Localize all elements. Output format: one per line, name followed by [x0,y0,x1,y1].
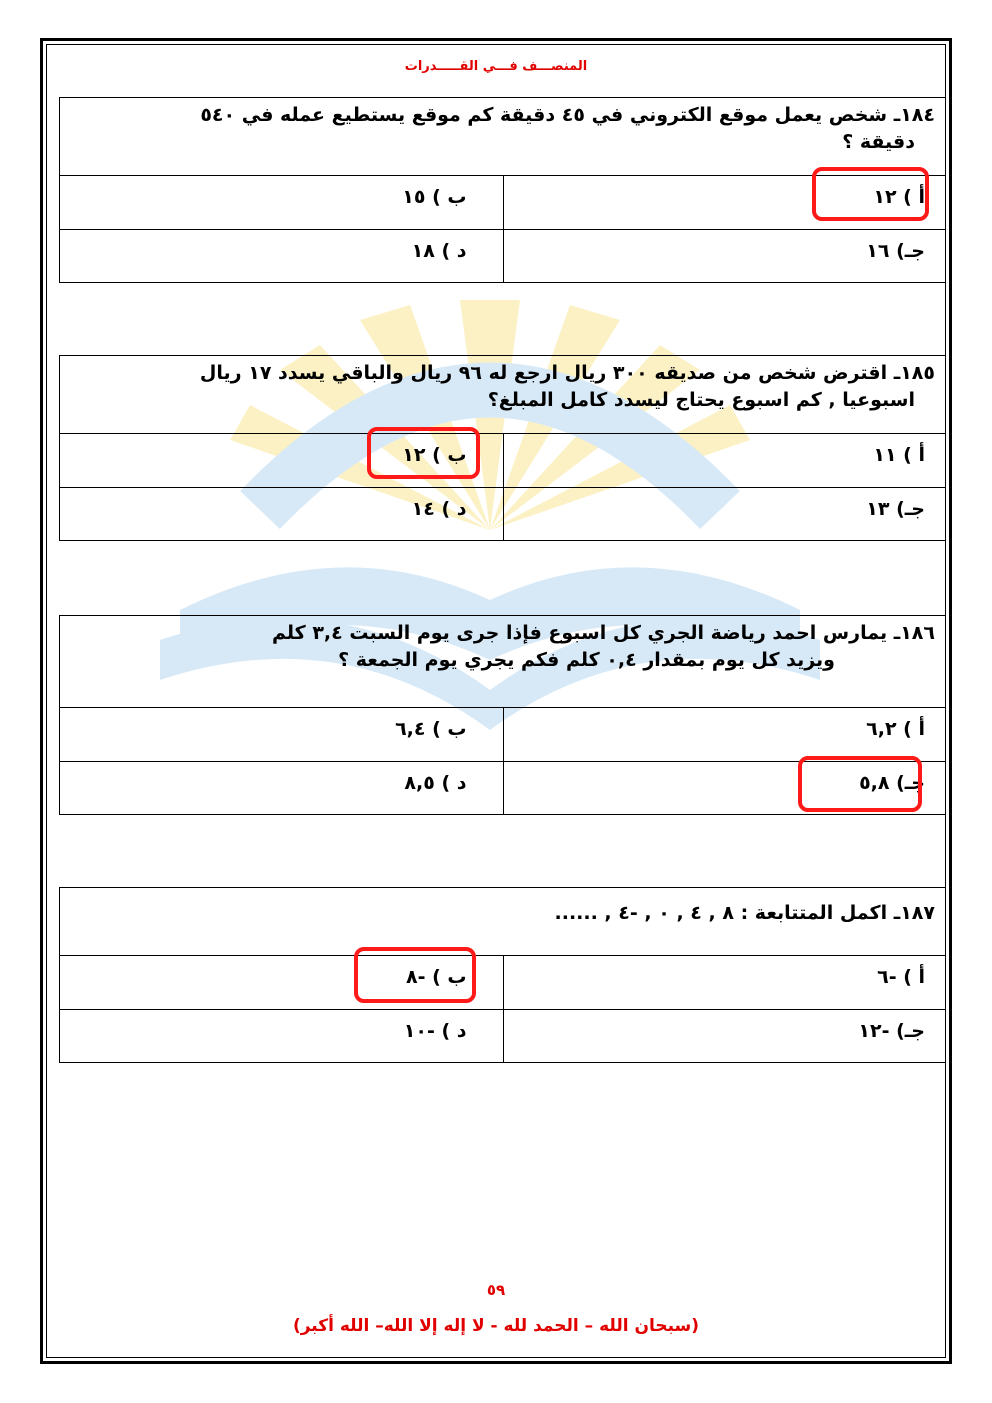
option-b[interactable]: ب ) ٦,٤ [395,718,467,740]
option-a[interactable]: أ ) -٦ [503,956,946,1009]
option-a[interactable]: أ ) ٦,٢ [503,708,946,761]
option-d[interactable]: د ) ١٨ [411,240,467,262]
option-a[interactable]: أ ) ١٢ [503,176,946,229]
question-line-1: ١٨٦ـ يمارس احمد رياضة الجري كل اسبوع فإذا جرى يوم السبت ٣,٤ كلم [272,622,935,644]
options-row [60,434,945,487]
option-a[interactable]: أ ) ١١ [503,434,946,487]
question-text [60,98,945,176]
options-row [60,1009,945,1062]
page-number: ٥٩ [486,1281,506,1299]
option-c[interactable]: جـ) ١٣ [503,488,946,540]
option-c[interactable]: جـ) ١٦ [503,230,946,282]
option-b[interactable]: ب ) ١٥ [402,186,467,208]
question-line-2: اسبوعيا , كم اسبوع يحتاج ليسدد كامل المبلغ؟ [487,389,915,411]
question-text [60,356,945,434]
options-row [60,761,945,814]
option-c[interactable]: جـ) -١٢ [503,1010,946,1062]
question-line-1: ١٨٤ـ شخص يعمل موقع الكتروني في ٤٥ دقيقة كم موقع يستطيع عمله في ٥٤٠ [200,104,935,126]
footer-text: (سبحان الله – الحمد لله - لا إله إلا الله– الله أكبر) [292,1316,700,1336]
question-line-2: ويزيد كل يوم بمقدار ٠,٤ كلم فكم يجري يوم الجمعة ؟ [338,649,835,671]
question-block-186 [59,615,946,815]
option-b[interactable]: ب ) ١٢ [402,444,467,466]
options-row [60,956,945,1009]
question-line-1: ١٨٧ـ اكمل المتتابعة : ٨ , ٤ , ٠ , -٤ , ...... [554,902,935,924]
option-c[interactable]: جـ) ٥,٨ [503,762,946,814]
question-block-184 [59,97,946,283]
question-line-2: دقيقة ؟ [842,131,915,153]
question-line-1: ١٨٥ـ اقترض شخص من صديقه ٣٠٠ ريال ارجع له ٩٦ ريال والباقي يسدد ١٧ ريال [199,362,935,384]
header-title: المنصـــف فـــي القـــــدرات [404,59,588,74]
options-row [60,708,945,761]
option-d[interactable]: د ) ٨,٥ [404,772,467,794]
option-d[interactable]: د ) -١٠ [403,1020,467,1042]
option-d[interactable]: د ) ١٤ [411,498,467,520]
question-text [60,616,945,708]
options-row [60,176,945,229]
question-block-185 [59,355,946,541]
question-text [60,888,945,956]
question-block-187 [59,887,946,1063]
options-row [60,229,945,282]
options-row [60,487,945,540]
option-b[interactable]: ب ) -٨ [405,966,467,988]
